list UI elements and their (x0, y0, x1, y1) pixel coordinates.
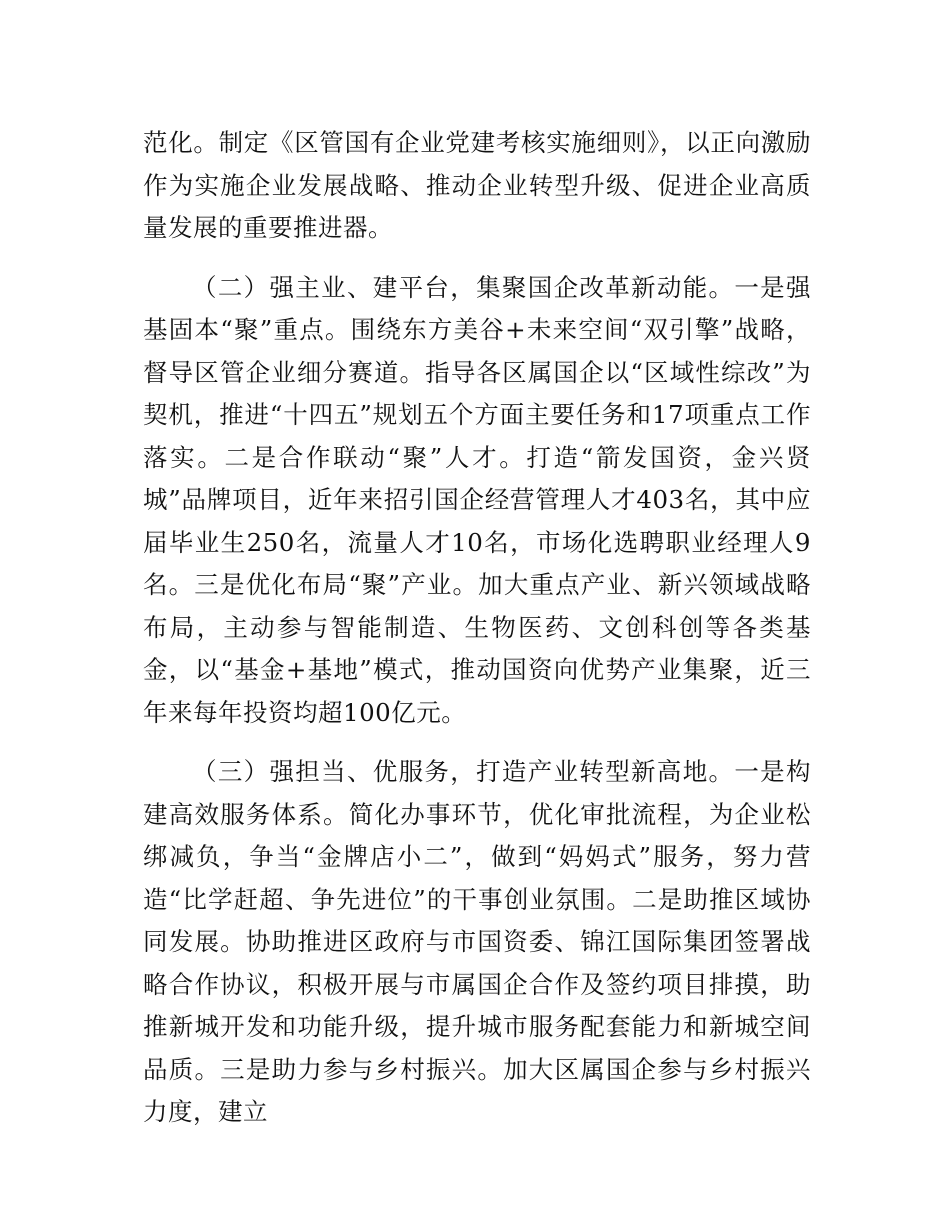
paragraph-continuation: 范化。制定《区管国有企业党建考核实施细则》，以正向激励作为实施企业发展战略、推动企业转型升级、促进企业高质量发展的重要推进器。 (143, 128, 811, 242)
paragraph-section-3: （三）强担当、优服务，打造产业转型新高地。一是构建高效服务体系。简化办事环节，优化审批流程，为企业松绑减负，争当“金牌店小二”，做到“妈妈式”服务，努力营造“比学赶超、争先进位”的干事创业氛围。二是助推区域协同发展。协助推进区政府与市国资委、锦江国际集团签署战略合作协议，积极开展与市属国企合作及签约项目排摸，助推新城开发和功能升级，提升城市服务配套能力和新城空间品质。三是助力参与乡村振兴。加大区属国企参与乡村振兴力度，建立 (143, 757, 811, 1126)
paragraph-section-2: （二）强主业、建平台，集聚国企改革新动能。一是强基固本“聚”重点。围绕东方美谷+未来空间“双引擎”战略，督导区管企业细分赛道。指导各区属国企以“区域性综改”为契机，推进“十四五”规划五个方面主要任务和17项重点工作落实。二是合作联动“聚”人才。打造“箭发国资，金兴贤城”品牌项目，近年来招引国企经营管理人才403名，其中应届毕业生250名，流量人才10名，市场化选聘职业经理人9名。三是优化布局“聚”产业。加大重点产业、新兴领域战略布局，主动参与智能制造、生物医药、文创科创等各类基金，以“基金+基地”模式，推动国资向优势产业集聚，近三年来每年投资均超100亿元。 (143, 272, 811, 727)
document-page (143, 122, 811, 1134)
